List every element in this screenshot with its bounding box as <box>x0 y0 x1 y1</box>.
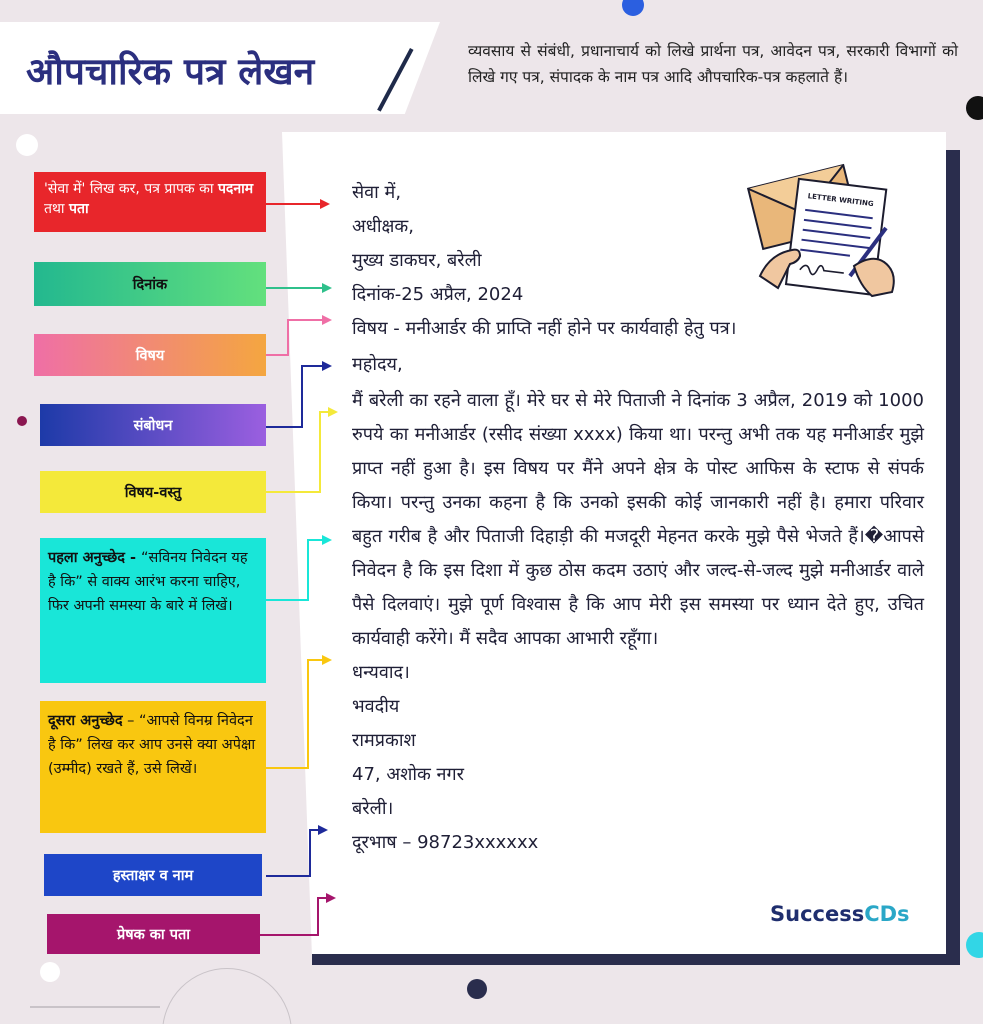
label-sambodhan-text: संबोधन <box>133 418 173 434</box>
label-sambodhan <box>40 404 266 446</box>
label-para2 <box>40 701 266 833</box>
label-sewa-text: 'सेवा में' लिख कर, पत्र प्रापक का <box>44 181 218 197</box>
label-sewa-bold1: पदनाम <box>217 181 254 197</box>
label-sender-address <box>47 914 260 954</box>
letter-closing: भवदीय <box>352 696 400 717</box>
connector-para1 <box>266 540 330 600</box>
label-sewa-mein <box>34 172 266 232</box>
label-para2-title: दूसरा अनुच्छेद <box>48 713 123 729</box>
connector-signature <box>266 830 326 876</box>
label-signature <box>44 854 262 896</box>
label-vishay-text: विषय <box>135 348 165 364</box>
connector-sender <box>260 898 334 935</box>
label-signature-text: हस्ताक्षर व नाम <box>112 868 194 884</box>
brand-logo-part2: CDs <box>864 902 910 926</box>
sheet-title: LETTER WRITING <box>807 192 875 209</box>
label-sewa-mid: तथा <box>44 201 70 217</box>
label-para2-text: – “आपसे विनम्र निवेदन है कि” लिख कर आप उनसे क्या अपेक्षा (उम्मीद) रखते हैं, उसे लिखें। <box>48 713 256 777</box>
intro-text: व्यवसाय से संबंधी, प्रधानाचार्य को लिखे प्रार्थना पत्र, आवेदन पत्र, सरकारी विभागों को लिखे गए पत्र, संपादक के नाम पत्र आदि औपचारिक-पत्र कहलाते हैं। <box>468 42 958 86</box>
label-dinank <box>34 262 266 306</box>
brand-logo-part1: Success <box>770 902 865 926</box>
label-dinank-text: दिनांक <box>132 277 168 293</box>
letter-date: दिनांक-25 अप्रैल, 2024 <box>352 284 524 305</box>
connector-vishay <box>266 320 330 355</box>
page-title: औपचारिक पत्र लेखन <box>26 50 315 93</box>
label-para1 <box>40 538 266 683</box>
letter-line-address: मुख्य डाकघर, बरेली <box>352 250 482 271</box>
letter-line-sewa: सेवा में, <box>352 182 402 203</box>
sender-address-line2: बरेली। <box>352 798 394 819</box>
label-sewa-bold2: पता <box>69 201 89 217</box>
label-para1-title: पहला अनुच्छेद - <box>48 550 142 566</box>
label-vishay-vastu-text: विषय-वस्तु <box>124 485 182 501</box>
sender-name: रामप्रकाश <box>352 730 416 751</box>
label-para1-text: “सविनय निवेदन यह है कि” से वाक्य आरंभ करना चाहिए, फिर अपनी समस्या के बारे में लिखें। <box>48 550 248 614</box>
letter-body: मैं बरेली का रहने वाला हूँ। मेरे घर से मेरे पिताजी ने दिनांक 3 अप्रैल, 2019 को 1000 रुपये का मनीआर्डर (रसीद संख्या xxxx) किया था। परन्तु अभी तक यह मनीआर्डर मुझे प्राप्त नहीं हुआ है। इस विषय पर मैंने अपने क्षेत्र के पोस्ट आफिस के स्टाफ से संपर्क किया। परन्तु उनका कहना है कि उनको इसकी कोई जानकारी नहीं है। हमारा परिवार बहुत गरीब है और पिताजी दिहाड़ी की मजदूरी मेहनत करके मुझे पैसे भेजते हैं।�आपसे निवेदन है कि इस दिशा में कुछ ठोस कदम उठाएं और जल्द-से-जल्द मुझे मनीआर्डर वाले पैसे दिलवाएं। मुझे पूर्ण विश्वास है कि आप मेरी इस समस्या पर ध्यान देते हुए, उचित कार्यवाही करेंगे। मैं सदैव आपका आभारी रहूँगा। <box>352 390 924 649</box>
label-vishay <box>34 334 266 376</box>
letter-subject: विषय - मनीआर्डर की प्राप्ति नहीं होने पर कार्यवाही हेतु पत्र। <box>352 318 737 339</box>
letter-salutation: महोदय, <box>352 354 403 375</box>
sender-address-line1: 47, अशोक नगर <box>352 764 465 785</box>
letter-line-designation: अधीक्षक, <box>352 216 414 237</box>
letter-thanks: धन्यवाद। <box>352 662 410 683</box>
label-sender-address-text: प्रेषक का पता <box>116 927 190 943</box>
sender-phone: दूरभाष – 98723xxxxxx <box>352 832 539 853</box>
connector-para2 <box>266 660 330 768</box>
label-vishay-vastu <box>40 471 266 513</box>
